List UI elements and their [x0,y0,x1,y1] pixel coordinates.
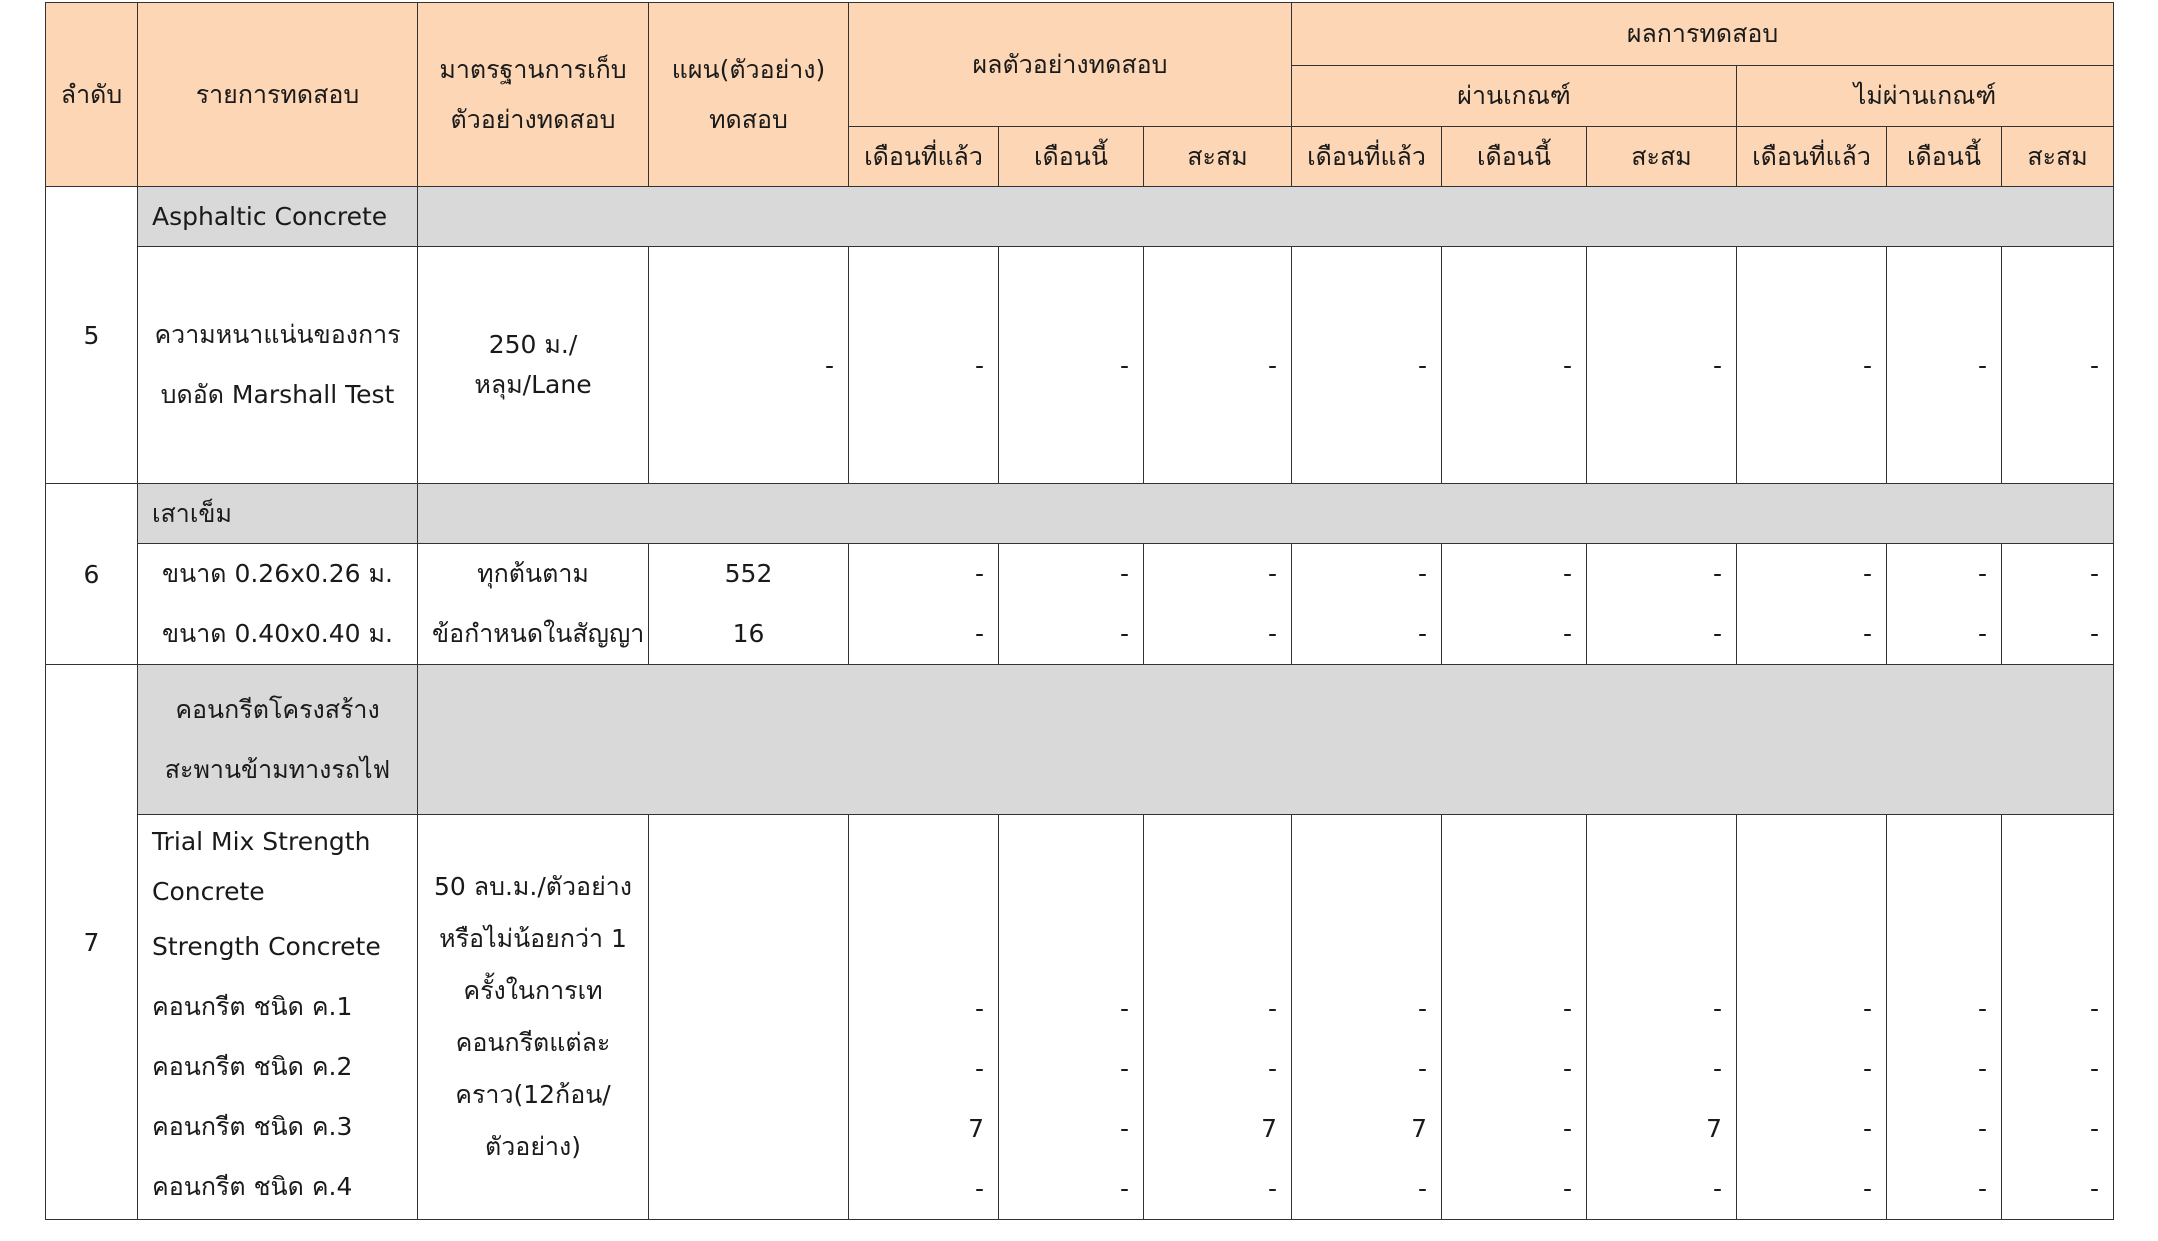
header-fail: ไม่ผ่านเกณฑ์ [1737,66,2114,127]
row7-pass-last-month [1292,815,1442,1220]
row7-standard-line1: 50 ลบ.ม./ตัวอย่าง [434,872,632,901]
row6-section-fill [418,484,2114,544]
row7-v-0-8: - [2090,994,2100,1023]
row7-v-1-2: - [1267,1054,1277,1083]
row5-fail-this-month: - [1887,247,2002,484]
row6-items [138,544,418,665]
row7-v-3-3: - [1417,1174,1427,1203]
row5-pass-this-month: - [1442,247,1587,484]
row7-v-3-0: - [974,1174,984,1203]
row5-section-fill [418,187,2114,247]
header-plan [649,3,849,187]
header-fail-cumulative: สะสม [2002,127,2114,187]
row7-v-0-6: - [1862,994,1872,1023]
row6-fail-this-month-2: - [1977,619,1987,648]
row7-v-2-6: - [1862,1114,1872,1143]
row6-sample-this-month-2: - [1119,619,1129,648]
row6-sample-cumulative-2: - [1267,619,1277,648]
header-item: รายการทดสอบ [138,3,418,187]
header-plan-line2: ทดสอบ [709,104,788,134]
row7-v-0-2: - [1267,994,1277,1023]
row5-pass-cumulative: - [1587,247,1737,484]
row7-plan [649,815,849,1220]
row7-standard-line4: คอนกรีตแต่ละ [455,1028,611,1057]
row6-section: เสาเข็ม [138,484,418,544]
header-pass-this-month: เดือนนี้ [1442,127,1587,187]
row6-sample-last-month [849,544,999,665]
row7-section-line2: สะพานข้ามทางรถไฟ [164,754,391,784]
row6-standard-line2: ข้อกำหนดในสัญญา [432,619,645,648]
row7-v-0-5: - [1712,994,1722,1023]
row7-v-1-7: - [1977,1054,1987,1083]
row7-fail-cumulative [2002,815,2114,1220]
row7-standard-line2: หรือไม่น้อยกว่า 1 [439,924,627,953]
row6-no: 6 [46,484,138,665]
row5-sample-cumulative: - [1144,247,1292,484]
header-sample-last-month: เดือนที่แล้ว [849,127,999,187]
row7-v-2-4: - [1562,1114,1572,1143]
list-item: คอนกรีต ชนิด ค.4 [152,1172,353,1201]
row7-v-2-5: 7 [1706,1114,1722,1143]
row6-sample-this-month-1: - [1119,559,1129,588]
row5-pass-last-month: - [1292,247,1442,484]
header-sample-results: ผลตัวอย่างทดสอบ [849,3,1292,127]
row6-pass-this-month-2: - [1562,619,1572,648]
row7-v-3-6: - [1862,1174,1872,1203]
row7-v-1-8: - [2090,1054,2100,1083]
row7-items [138,815,418,1220]
row7-sub-line1: Trial Mix Strength [152,827,371,856]
row7-v-2-0: 7 [968,1114,984,1143]
row7-v-2-7: - [1977,1114,1987,1143]
header-standard [418,3,649,187]
row7-v-0-3: - [1417,994,1427,1023]
header-test-results: ผลการทดสอบ [1292,3,2114,66]
row6-plan-1: 552 [724,559,773,588]
header-pass: ผ่านเกณฑ์ [1292,66,1737,127]
row6-pass-last-month [1292,544,1442,665]
row5-section: Asphaltic Concrete [138,187,418,247]
header-plan-line1: แผน(ตัวอย่าง) [671,54,826,84]
row6-sample-last-month-1: - [974,559,984,588]
row7-section-line1: คอนกรีตโครงสร้าง [175,694,380,724]
list-item: ขนาด 0.40x0.40 ม. [162,619,393,648]
row6-pass-this-month [1442,544,1587,665]
list-item: ขนาด 0.26x0.26 ม. [162,559,393,588]
list-item: คอนกรีต ชนิด ค.2 [152,1052,353,1081]
row7-v-1-3: - [1417,1054,1427,1083]
row6-pass-this-month-1: - [1562,559,1572,588]
header-pass-last-month: เดือนที่แล้ว [1292,127,1442,187]
row5-fail-last-month: - [1737,247,1887,484]
row7-v-3-7: - [1977,1174,1987,1203]
header-sample-this-month: เดือนนี้ [999,127,1144,187]
header-pass-cumulative: สะสม [1587,127,1737,187]
row7-v-3-1: - [1119,1174,1129,1203]
row7-v-1-1: - [1119,1054,1129,1083]
row7-fail-last-month [1737,815,1887,1220]
row7-section-fill [418,665,2114,815]
row7-v-2-2: 7 [1261,1114,1277,1143]
row6-fail-last-month-1: - [1862,559,1872,588]
list-item: คอนกรีต ชนิด ค.1 [152,992,353,1021]
list-item: คอนกรีต ชนิด ค.3 [152,1112,353,1141]
row7-v-1-6: - [1862,1054,1872,1083]
row7-v-3-8: - [2090,1174,2100,1203]
row7-v-0-1: - [1119,994,1129,1023]
row6-fail-this-month-1: - [1977,559,1987,588]
row6-fail-this-month [1887,544,2002,665]
row7-v-2-1: - [1119,1114,1129,1143]
row7-sample-this-month [999,815,1144,1220]
row7-v-3-4: - [1562,1174,1572,1203]
row6-fail-cumulative [2002,544,2114,665]
row7-v-1-4: - [1562,1054,1572,1083]
row6-pass-last-month-2: - [1417,619,1427,648]
row7-v-0-7: - [1977,994,1987,1023]
row7-standard-line6: ตัวอย่าง) [485,1132,581,1161]
header-no: ลำดับ [46,3,138,187]
row6-standard [418,544,649,665]
header-fail-last-month: เดือนที่แล้ว [1737,127,1887,187]
row7-pass-cumulative [1587,815,1737,1220]
row7-sample-cumulative [1144,815,1292,1220]
row6-plan [649,544,849,665]
row6-standard-line1: ทุกต้นตาม [477,559,589,588]
row6-fail-cumulative-1: - [2090,559,2100,588]
row5-item [138,247,418,484]
row7-pass-this-month [1442,815,1587,1220]
row6-pass-cumulative-2: - [1712,619,1722,648]
row6-fail-last-month-2: - [1862,619,1872,648]
row7-v-2-3: 7 [1411,1114,1427,1143]
row6-sample-last-month-2: - [974,619,984,648]
row7-sample-last-month [849,815,999,1220]
test-results-table [45,2,2114,1220]
row7-v-0-4: - [1562,994,1572,1023]
row7-v-3-2: - [1267,1174,1277,1203]
row7-standard-line3: ครั้งในการเท [463,976,603,1005]
row6-sample-cumulative [1144,544,1292,665]
header-fail-this-month: เดือนนี้ [1887,127,2002,187]
row7-v-0-0: - [974,994,984,1023]
row5-no: 5 [46,187,138,484]
row7-no: 7 [46,665,138,1220]
row6-sample-this-month [999,544,1144,665]
row5-fail-cumulative: - [2002,247,2114,484]
row6-pass-cumulative [1587,544,1737,665]
row6-plan-2: 16 [732,619,765,648]
row5-standard: 250 ม./หลุม/Lane [418,247,649,484]
row7-v-2-8: - [2090,1114,2100,1143]
row6-fail-last-month [1737,544,1887,665]
row7-sub-line2: Concrete [152,877,265,906]
row5-item-line2: บดอัด Marshall Test [160,380,395,409]
row7-section [138,665,418,815]
row7-v-3-5: - [1712,1174,1722,1203]
row6-sample-cumulative-1: - [1267,559,1277,588]
row6-pass-last-month-1: - [1417,559,1427,588]
header-sample-cumulative: สะสม [1144,127,1292,187]
row7-sub-line3: Strength Concrete [152,932,381,961]
row7-fail-this-month [1887,815,2002,1220]
row5-sample-this-month: - [999,247,1144,484]
header-standard-line2: ตัวอย่างทดสอบ [450,104,616,134]
row7-standard [418,815,649,1220]
row5-plan: - [649,247,849,484]
header-standard-line1: มาตรฐานการเก็บ [439,54,627,84]
row6-pass-cumulative-1: - [1712,559,1722,588]
row7-v-1-0: - [974,1054,984,1083]
row7-v-1-5: - [1712,1054,1722,1083]
row6-fail-cumulative-2: - [2090,619,2100,648]
row7-standard-line5: คราว(12ก้อน/ [455,1080,611,1109]
row5-sample-last-month: - [849,247,999,484]
row5-item-line1: ความหนาแน่นของการ [154,320,401,349]
